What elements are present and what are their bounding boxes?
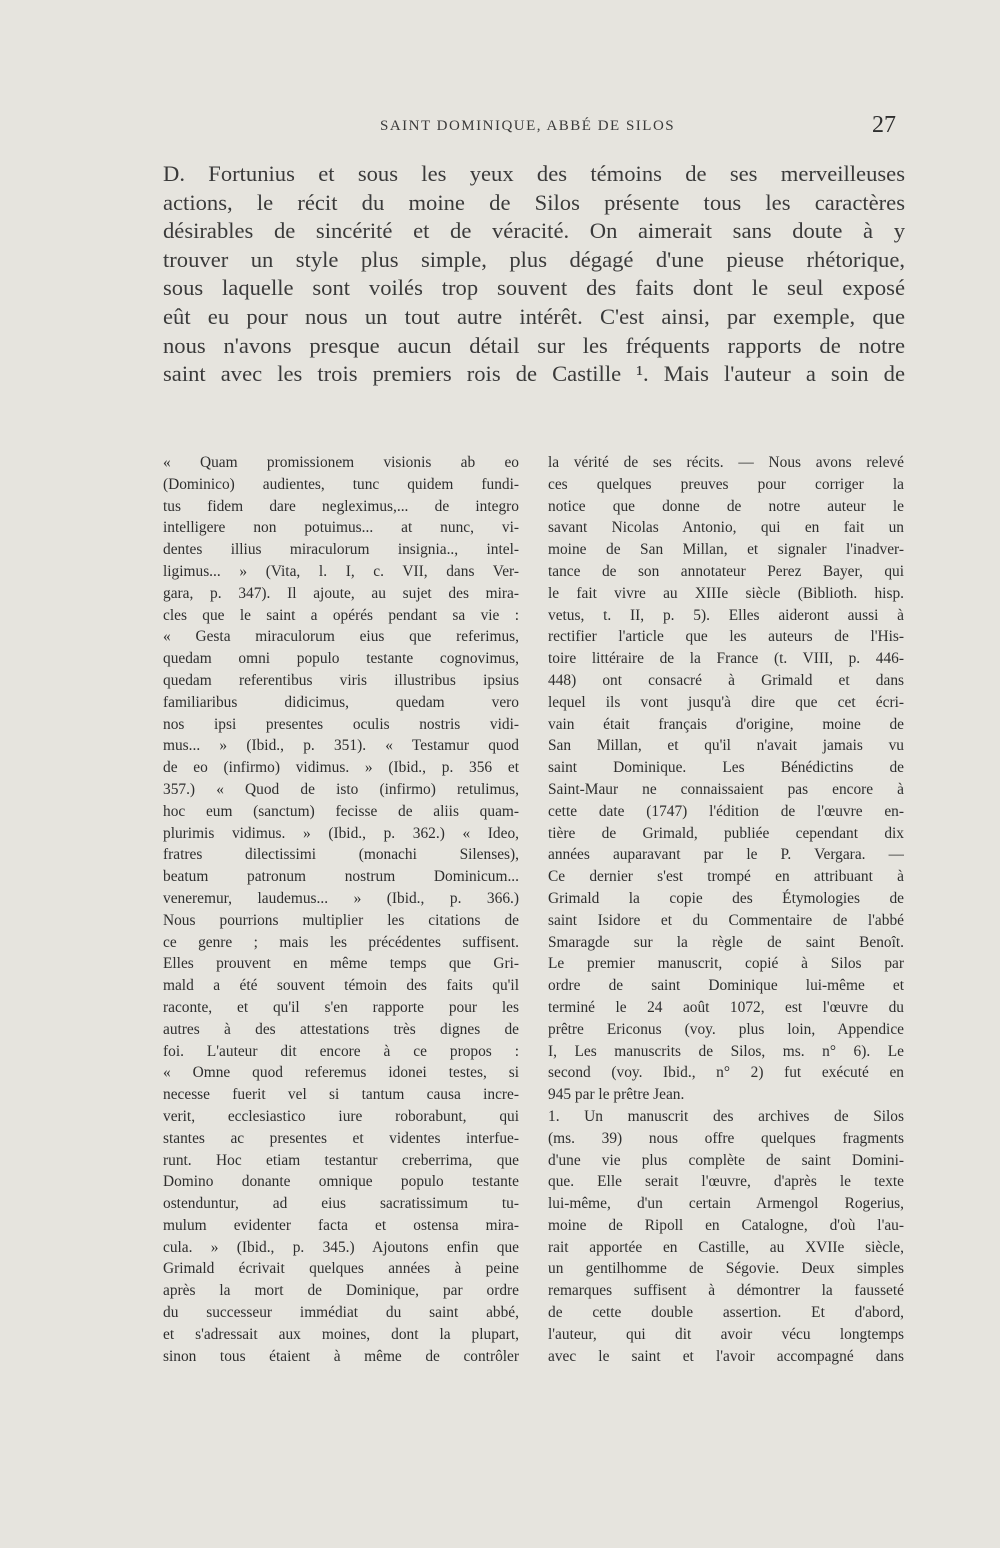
footnote-column-right (548, 452, 904, 1367)
footnote-line: Domino donante omnique populo testante (163, 1173, 519, 1191)
footnote-line: (ms. 39) nous offre quelques fragments (548, 1129, 904, 1147)
footnote-line: sinon tous étaient à même de contrôler (163, 1347, 519, 1365)
footnote-line: vetus, t. II, p. 5). Elles aideront aussi à (548, 606, 904, 624)
footnote-line: lui-même, d'un certain Armengol Rogerius, (548, 1195, 904, 1213)
main-text-line: sous laquelle sont voilés trop souvent des faits dont le seul exposé (163, 275, 905, 301)
footnote-line: second (voy. Ibid., n° 2) fut exécuté en (548, 1064, 904, 1082)
footnote-line: San Millan, et qu'il n'avait jamais vu (548, 737, 904, 755)
footnote-line: tus fidem dare negleximus,... de integro (163, 497, 519, 515)
main-text-line: désirables de sincérité et de véracité. On aimerait sans doute à y (163, 218, 905, 244)
footnote-line: un gentilhomme de Ségovie. Deux simples (548, 1260, 904, 1278)
main-text-line: saint avec les trois premiers rois de Castille ¹. Mais l'auteur a soin de (163, 361, 905, 387)
footnote-line: runt. Hoc etiam testantur creberrima, que (163, 1151, 519, 1169)
footnote-line: fratres dilectissimi (monachi Silenses), (163, 846, 519, 864)
main-paragraph (163, 160, 905, 389)
footnote-line: veneremur, laudemus... » (Ibid., p. 366.) (163, 889, 519, 907)
footnote-line: vain était français d'origine, moine de (548, 715, 904, 733)
footnote-line: « Quam promissionem visionis ab eo (163, 454, 519, 471)
footnote-line: ligimus... » (Vita, l. I, c. VII, dans Ver- (163, 562, 519, 580)
footnote-line: « Gesta miraculorum eius que referimus, (163, 628, 519, 646)
main-text-line: nous n'avons presque aucun détail sur les fréquents rapports de notre (163, 332, 905, 358)
footnote-column-left (163, 452, 519, 1367)
footnote-line: tière de Grimald, publiée cependant dix (548, 824, 904, 842)
footnote-line: necesse fuerit vel si tantum causa incre- (163, 1086, 519, 1104)
footnote-line: nos ipsi presentes oculis nostris vidi- (163, 715, 519, 733)
page-number: 27 (872, 112, 896, 138)
footnote-line: prêtre Ericonus (voy. plus loin, Appendice (548, 1020, 904, 1038)
footnote-line: beatum patronum nostrum Dominicum... (163, 868, 519, 886)
footnote-line: Smaragde sur la règle de saint Benoît. (548, 933, 904, 951)
footnote-line: saint Dominique. Les Bénédictins de (548, 759, 904, 777)
footnote-line: rait apportée en Castille, au XVIIe siècle, (548, 1238, 904, 1256)
footnote-line: d'une vie plus complète de saint Domini- (548, 1151, 904, 1169)
main-text-line: trouver un style plus simple, plus dégagé d'une pieuse rhétorique, (163, 246, 905, 272)
footnote-line: tance de son annotateur Perez Bayer, qui (548, 562, 904, 580)
footnote-line: Le premier manuscrit, copié à Silos par (548, 955, 904, 973)
footnote-line: mald a été souvent témoin des faits qu'il (163, 977, 519, 995)
footnote-line: toire littéraire de la France (t. VIII, p. 446- (548, 650, 904, 668)
footnote-line: Elles prouvent en même temps que Gri- (163, 955, 519, 973)
footnote-line: « Omne quod referemus idonei testes, si (163, 1064, 519, 1082)
footnote-line: que. Elle serait l'œuvre, d'après le texte (548, 1173, 904, 1191)
footnote-line: avec le saint et l'avoir accompagné dans (548, 1347, 904, 1365)
footnote-line: moine de Ripoll en Catalogne, d'où l'au- (548, 1216, 904, 1234)
footnote-line: Ce dernier s'est trompé en attribuant à (548, 868, 904, 886)
footnote-line: hoc eum (sanctum) fecisse de aliis quam- (163, 802, 519, 820)
footnote-line: 357.) « Quod de isto (infirmo) retulimus, (163, 780, 519, 798)
footnote-line: Saint-Maur ne connaissaient pas encore à (548, 780, 904, 798)
footnote-line: foi. L'auteur dit encore à ce propos : (163, 1042, 519, 1060)
footnote-line: de eo (infirmo) vidimus. » (Ibid., p. 356 et (163, 759, 519, 777)
footnote-line: mulum evidenter facta et ostensa mira- (163, 1216, 519, 1234)
footnote-line: rectifier l'article que les auteurs de l'His- (548, 628, 904, 646)
main-text-line: eût eu pour nous un tout autre intérêt. C'est ainsi, par exemple, que (163, 303, 905, 329)
footnote-line: Grimald écrivait quelques années à peine (163, 1260, 519, 1278)
footnote-line: saint Isidore et du Commentaire de l'abbé (548, 911, 904, 929)
footnote-line: ces quelques preuves pour corriger la (548, 475, 904, 493)
running-title: SAINT DOMINIQUE, ABBÉ DE SILOS (380, 118, 676, 134)
footnote-line: I, Les manuscrits de Silos, ms. n° 6). Le (548, 1042, 904, 1060)
footnote-line: 945 par le prêtre Jean. (548, 1086, 685, 1104)
footnote-line: 448) ont consacré à Grimald et dans (548, 671, 904, 689)
main-text-line: D. Fortunius et sous les yeux des témoins de ses merveilleuses (163, 161, 905, 186)
footnote-line: remarques suffisent à démontrer la fausseté (548, 1282, 904, 1300)
footnote-line: notice que donne de notre auteur le (548, 497, 904, 515)
footnote-line: cles que le saint a opérés pendant sa vie : (163, 606, 519, 624)
footnote-line: après la mort de Dominique, par ordre (163, 1282, 519, 1300)
footnote-line: Grimald la copie des Étymologies de (548, 889, 904, 907)
footnote-line: gara, p. 347). Il ajoute, au sujet des mira- (163, 584, 519, 602)
footnote-line: quedam omni populo testante cognovimus, (163, 650, 519, 668)
main-text-line: actions, le récit du moine de Silos présente tous les caractères (163, 189, 905, 215)
footnote-line: l'auteur, qui dit avoir vécu longtemps (548, 1325, 904, 1343)
footnote-line: savant Nicolas Antonio, qui en fait un (548, 519, 904, 537)
footnote-line: plurimis vidimus. » (Ibid., p. 362.) « Ideo, (163, 824, 519, 842)
footnote-line: le fait vivre au XIIIe siècle (Biblioth. hisp. (548, 584, 904, 602)
footnote-line: verit, ecclesiastico iure roborabunt, qui (163, 1107, 519, 1125)
footnote-line: autres à des attestations très dignes de (163, 1020, 519, 1038)
footnote-line: stantes ac presentes et videntes interfue- (163, 1129, 519, 1147)
footnote-line: la vérité de ses récits. — Nous avons relevé (548, 454, 904, 471)
footnote-line: (Dominico) audientes, tunc quidem fundi- (163, 475, 519, 493)
footnote-line: cette date (1747) l'édition de l'œuvre en- (548, 802, 904, 820)
footnote-line: cula. » (Ibid., p. 345.) Ajoutons enfin que (163, 1238, 519, 1256)
footnote-line: Nous pourrions multiplier les citations de (163, 911, 519, 929)
footnote-line: ce genre ; mais les précédentes suffisent. (163, 933, 519, 951)
footnote-line: intelligere non potuimus... at nunc, vi- (163, 519, 519, 537)
footnote-line: mus... » (Ibid., p. 351). « Testamur quod (163, 737, 519, 755)
footnote-line: ordre de saint Dominique lui-même et (548, 977, 904, 995)
footnote-line: et s'adressait aux moines, dont la plupart, (163, 1325, 519, 1343)
footnote-line: ostenduntur, ad eius sacratissimum tu- (163, 1195, 519, 1213)
footnote-line: de cette double assertion. Et d'abord, (548, 1304, 904, 1322)
footnote-line: années auparavant par le P. Vergara. — (548, 846, 904, 864)
footnote-line: du successeur immédiat du saint abbé, (163, 1304, 519, 1322)
footnote-line: familiaribus didicimus, quedam vero (163, 693, 519, 711)
footnote-line: lequel ils vont jusqu'à dire que cet écri- (548, 693, 904, 711)
footnote-line: moine de San Millan, et signaler l'inadver- (548, 541, 904, 559)
footnote-line: quedam referentibus viris illustribus ipsius (163, 671, 519, 689)
footnote-line: 1. Un manuscrit des archives de Silos (548, 1107, 904, 1125)
footnote-line: terminé le 24 août 1072, est l'œuvre du (548, 998, 904, 1016)
footnote-line: raconte, et qu'il s'en rapporte pour les (163, 998, 519, 1016)
footnote-line: dentes illius miraculorum insignia.., intel- (163, 541, 519, 559)
